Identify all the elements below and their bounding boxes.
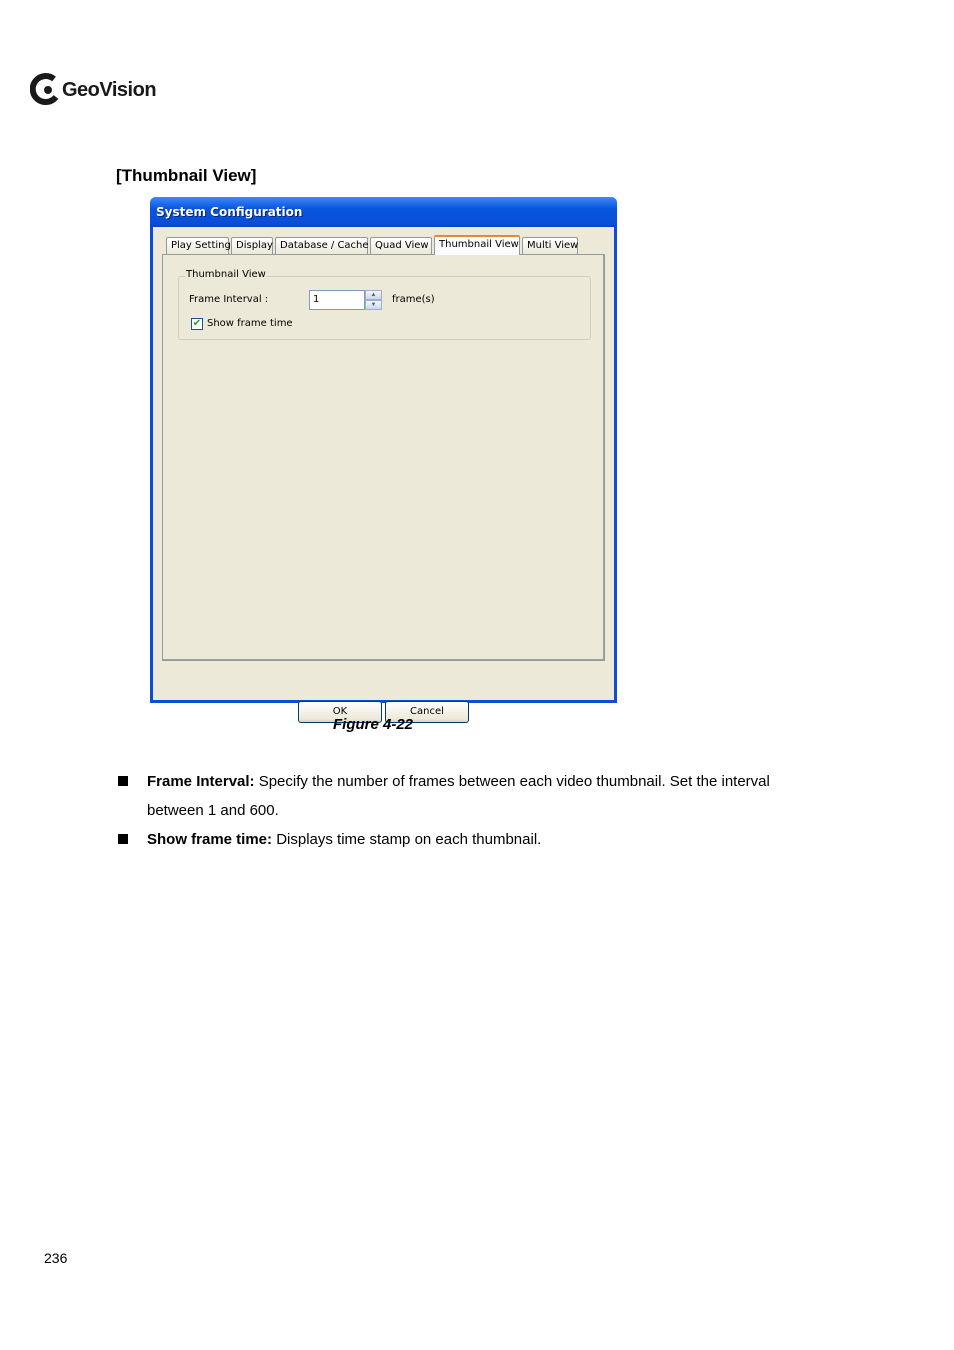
spin-up-icon[interactable]: ▲	[365, 290, 382, 300]
section-title: [Thumbnail View]	[116, 166, 257, 185]
frame-interval-input[interactable]: 1	[309, 290, 365, 310]
tab-display[interactable]: Display	[231, 237, 273, 254]
ok-button[interactable]: OK	[298, 701, 382, 723]
frame-interval-stepper[interactable]	[365, 290, 382, 310]
system-configuration-window	[150, 197, 617, 717]
geovision-logo	[30, 72, 156, 108]
show-frame-time-label[interactable]: Show frame time	[207, 318, 293, 329]
bullet-show-frame-time	[147, 825, 837, 854]
bullet-square-icon	[118, 776, 128, 786]
window-client-area	[153, 227, 614, 717]
tab-panel-thumbnail-view	[162, 254, 605, 661]
frame-units-label: frame(s)	[392, 294, 435, 305]
groupbox-label: Thumbnail View	[186, 269, 266, 280]
bullet-square-icon	[118, 834, 128, 844]
spin-down-icon[interactable]: ▼	[365, 300, 382, 310]
page-number: 236	[44, 1250, 68, 1266]
figure-caption: Figure 4-22	[333, 716, 414, 733]
logo-text: GeoVision	[62, 78, 157, 101]
bullet-term: Show frame time:	[147, 831, 273, 848]
tab-thumbnail-view[interactable]: Thumbnail View	[434, 235, 520, 255]
tab-quad-view[interactable]: Quad View	[370, 237, 432, 254]
cancel-button[interactable]: Cancel	[385, 701, 469, 723]
bullet-frame-interval	[147, 767, 837, 825]
tab-play-setting[interactable]: Play Setting	[166, 237, 229, 254]
show-frame-time-checkbox[interactable]	[191, 318, 203, 330]
tab-multi-view[interactable]: Multi View	[522, 237, 578, 254]
bullet-text: Displays time stamp on each thumbnail.	[272, 831, 542, 848]
window-titlebar[interactable]	[150, 197, 617, 227]
tab-database-cache[interactable]: Database / Cache	[275, 237, 368, 254]
checkmark-icon: ✔	[192, 318, 202, 329]
bullet-text: Specify the number of frames between each video thumbnail. Set the interval	[254, 773, 770, 790]
bullet-term: Frame Interval:	[147, 773, 255, 790]
logo-mark-icon	[30, 73, 60, 107]
frame-interval-label: Frame Interval :	[189, 294, 269, 305]
bullet-text-continued: between 1 and 600.	[147, 802, 279, 819]
thumbnail-view-groupbox	[178, 269, 591, 340]
window-title: System Configuration	[156, 205, 303, 219]
